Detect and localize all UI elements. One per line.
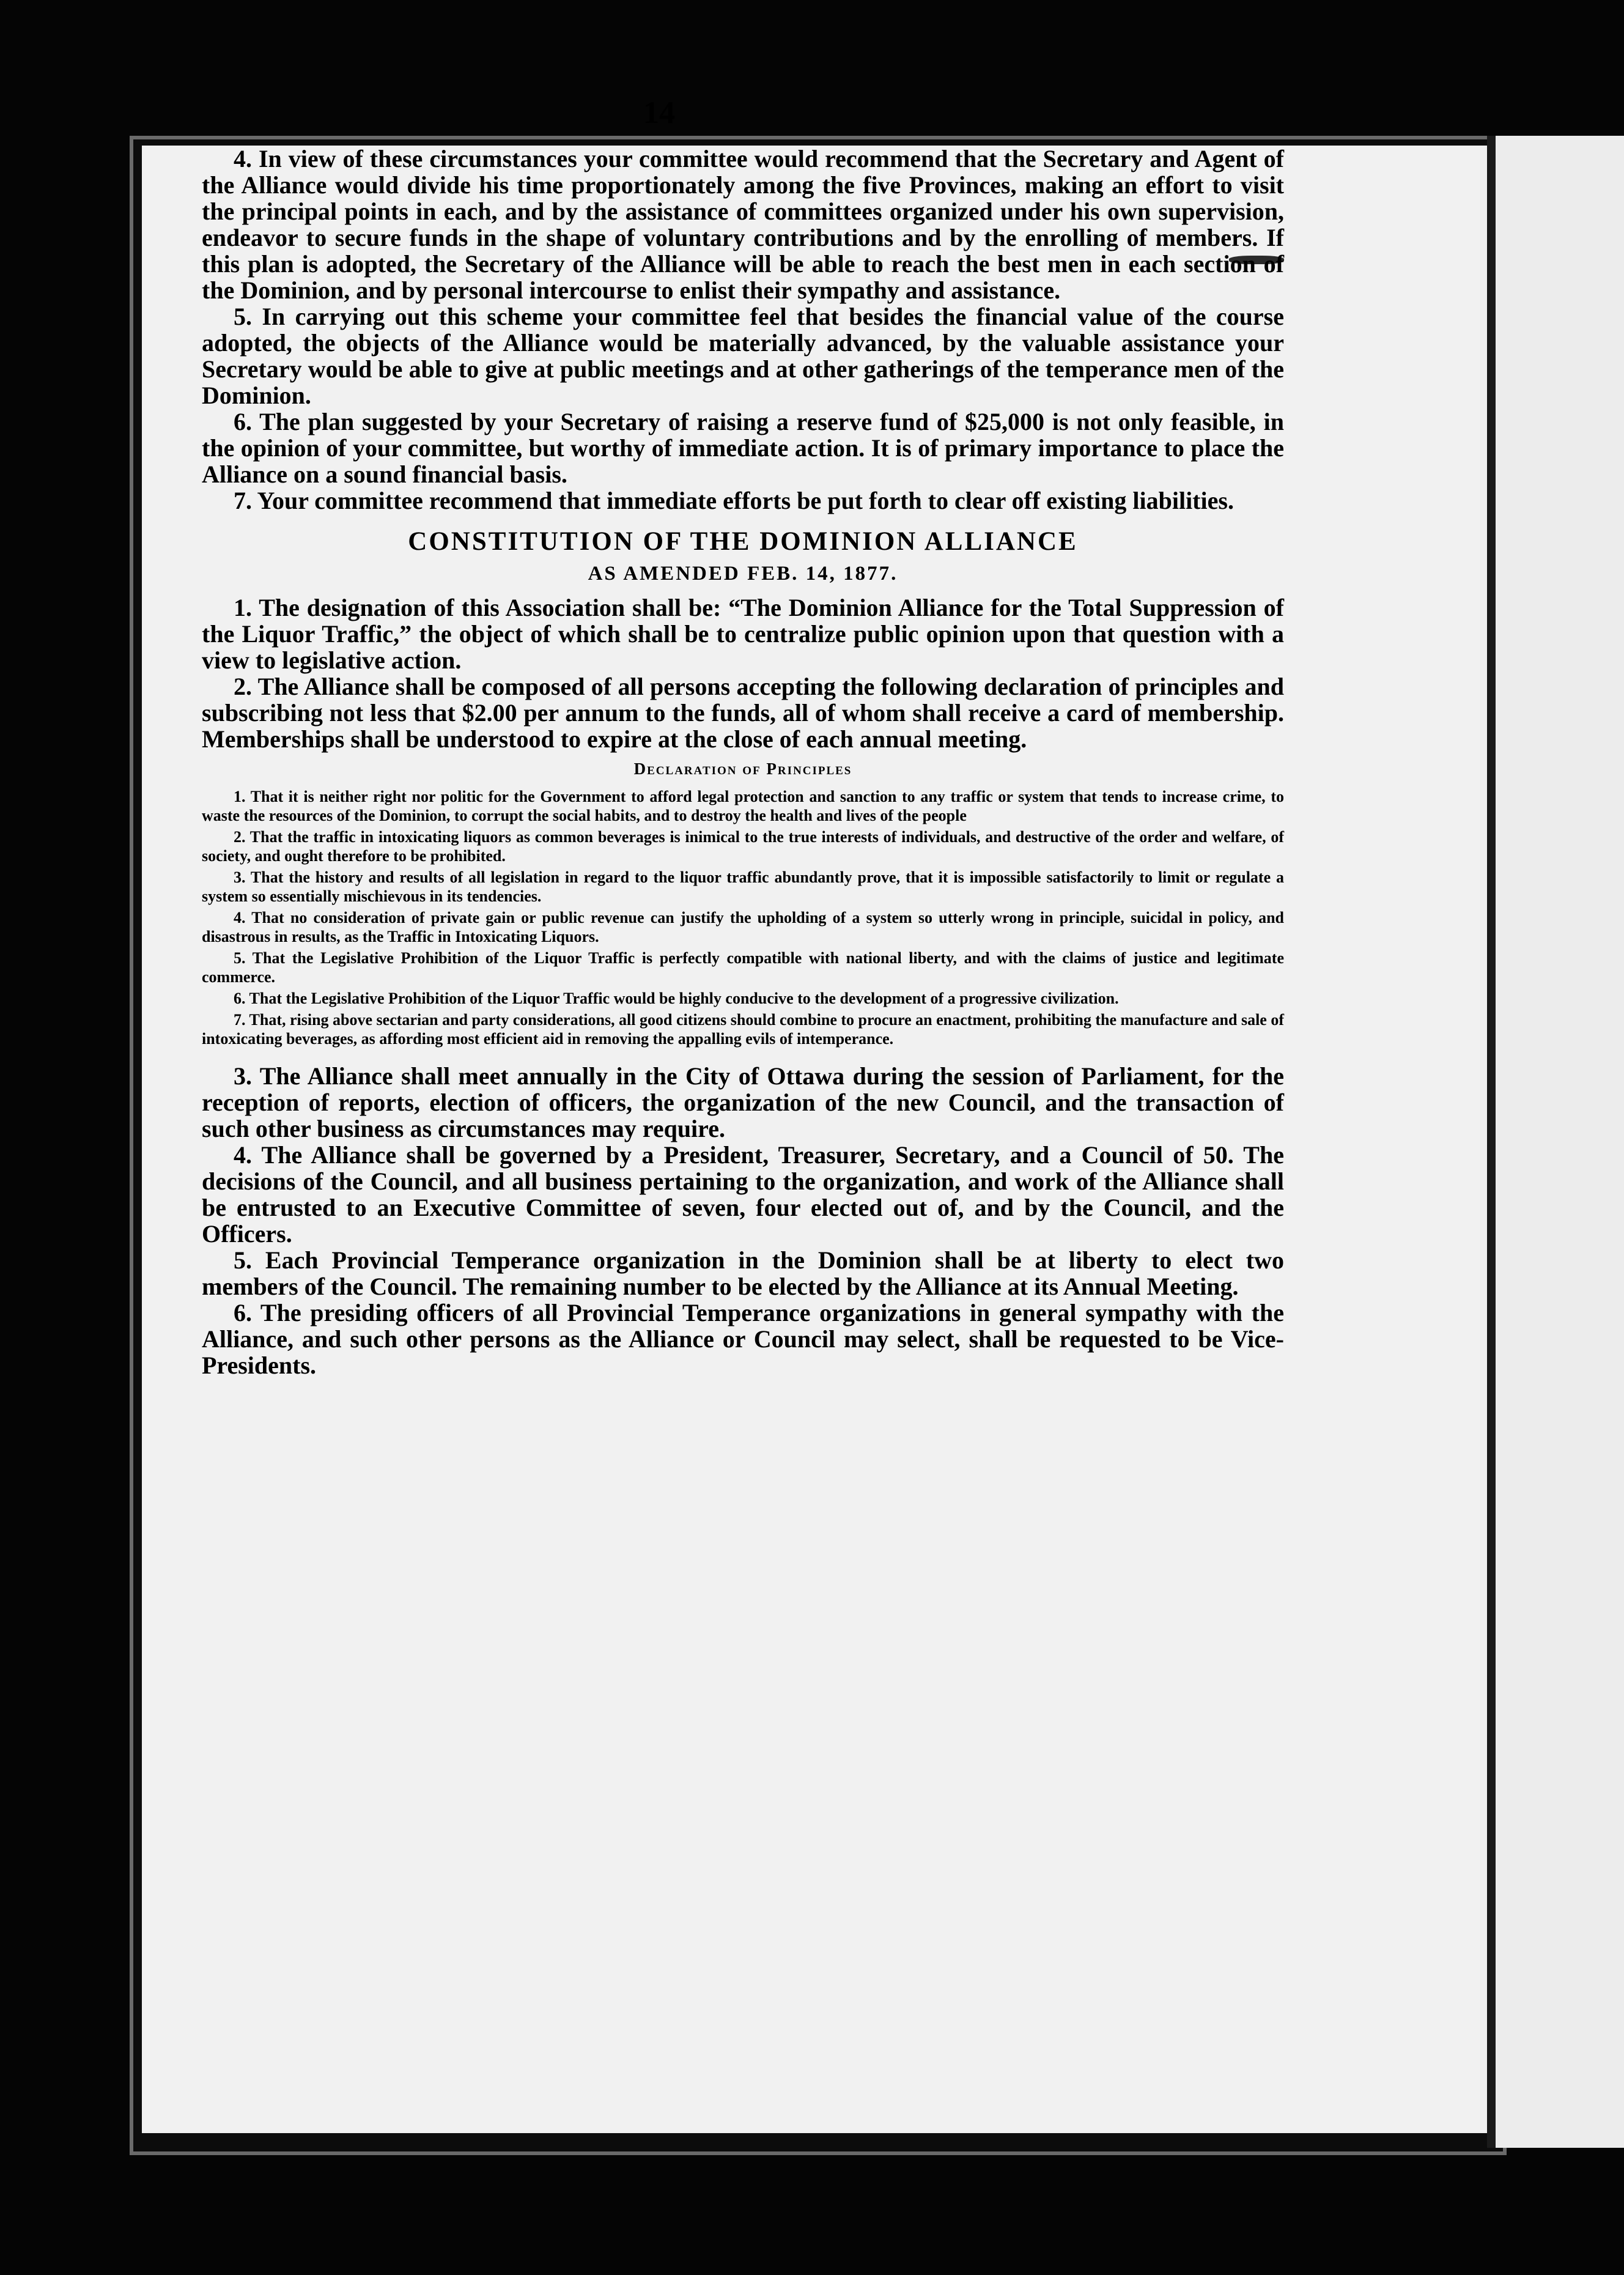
report-paragraph: 5. In carrying out this scheme your committee feel that besides the financial value of the course adopted, the objects of the Alliance would be materially advanced, by the valuable assistance your Secretary would be able to give at public meetings and at other gatherings of the temperance men of the Dominion. — [202, 303, 1284, 409]
declaration-item: 1. That it is neither right nor politic for the Government to afford legal protection and sanction to any traffic or system that tends to increase crime, to waste the resources of the Dominion, to corrupt the social habits, and to destroy the health and lives of the people — [202, 788, 1284, 824]
constitution-article: 1. The designation of this Association shall be: “The Dominion Alliance for the Total Suppression of the Liquor Traffic,” the object of which shall be to centralize public opinion upon that question with a view to legislative action. — [202, 594, 1284, 674]
declaration-item: 3. That the history and results of all legislation in regard to the liquor traffic abundantly prove, that it is impossible satisfactorily to limit or regulate a system so essentially mischievous in its tendencies. — [202, 868, 1284, 905]
report-paragraph: 4. In view of these circumstances your committee would recommend that the Secretary and Agent of the Alliance would divide his time proportionately among the five Provinces, making an effort to visit the principal points in each, and by the assistance of committees organized under his own supervision, endeavor to secure funds in the shape of voluntary contributions and by the enrolling of members. If this plan is adopted, the Secretary of the Alliance will be able to reach the best men in each section of the Dominion, and by personal intercourse to enlist their sympathy and assistance. — [202, 145, 1284, 304]
constitution-article: 3. The Alliance shall meet annually in the City of Ottawa during the session of Parliament, for the reception of reports, election of officers, the organization of the new Council, and the transaction of such other business as circumstances may require. — [202, 1062, 1284, 1142]
declaration-item: 4. That no consideration of private gain or public revenue can justify the upholding of a system so utterly wrong in principle, suicidal in policy, and disastrous in results, as the Traffic in Intoxicating Liquors. — [202, 909, 1284, 945]
constitution-article: 4. The Alliance shall be governed by a President, Treasurer, Secretary, and a Council of 50. The decisions of the Council, and all business pertaining to the organization, and work of the Alliance shall be entrusted to an Executive Committee of seven, four elected out of, and by the Council, and the Officers. — [202, 1141, 1284, 1248]
declaration-item: 7. That, rising above sectarian and party considerations, all good citizens should combine to procure an enactment, prohibiting the manufacture and sale of intoxicating beverages, as affording most efficient aid in removing the appalling evils of intemperance. — [202, 1011, 1285, 1048]
constitution-subtitle: AS AMENDED FEB. 14, 1877. — [588, 563, 898, 585]
report-paragraph: 7. Your committee recommend that immediate efforts be put forth to clear off existing liabilities. — [234, 487, 1234, 514]
constitution-continued — [202, 1063, 1284, 1378]
declaration-list — [202, 787, 1284, 1048]
declaration-title: Declaration of Principles — [633, 760, 852, 778]
constitution-article: 6. The presiding officers of all Provincial Temperance organizations in general sympathy with the Alliance, and such other persons as the Alliance or Council may select, shall be requested to be Vice-Presidents. — [202, 1299, 1284, 1379]
adjacent-page-edge — [1487, 136, 1624, 2148]
constitution-article: 5. Each Provincial Temperance organization in the Dominion shall be at liberty to elect two members of the Council. The remaining number to be elected by the Alliance at its Annual Meeting. — [202, 1246, 1284, 1300]
declaration-item: 5. That the Legislative Prohibition of the Liquor Traffic is perfectly compatible with national liberty, and with the claims of justice and legitimate commerce. — [202, 949, 1284, 986]
page-body — [202, 146, 1284, 1378]
constitution-article: 2. The Alliance shall be composed of all persons accepting the following declaration of principles and subscribing not less that $2.00 per annum to the funds, all of whom shall receive a card of membership. Memberships shall be understood to expire at the close of each annual meeting. — [202, 673, 1284, 753]
constitution-title: CONSTITUTION OF THE DOMINION ALLIANCE — [408, 527, 1078, 556]
declaration-item: 2. That the traffic in intoxicating liquors as common beverages is inimical to the true interests of individuals, and destructive of the order and welfare, of society, and ought therefore to be prohibited. — [202, 828, 1284, 865]
page-number: 14 — [643, 95, 675, 130]
declaration-item: 6. That the Legislative Prohibition of the Liquor Traffic would be highly conducive to the development of a progressive civilization. — [234, 990, 1119, 1007]
report-paragraph: 6. The plan suggested by your Secretary of raising a reserve fund of $25,000 is not only feasible, in the opinion of your committee, but worthy of immediate action. It is of primary importance to place the Alliance on a sound financial basis. — [202, 408, 1284, 488]
